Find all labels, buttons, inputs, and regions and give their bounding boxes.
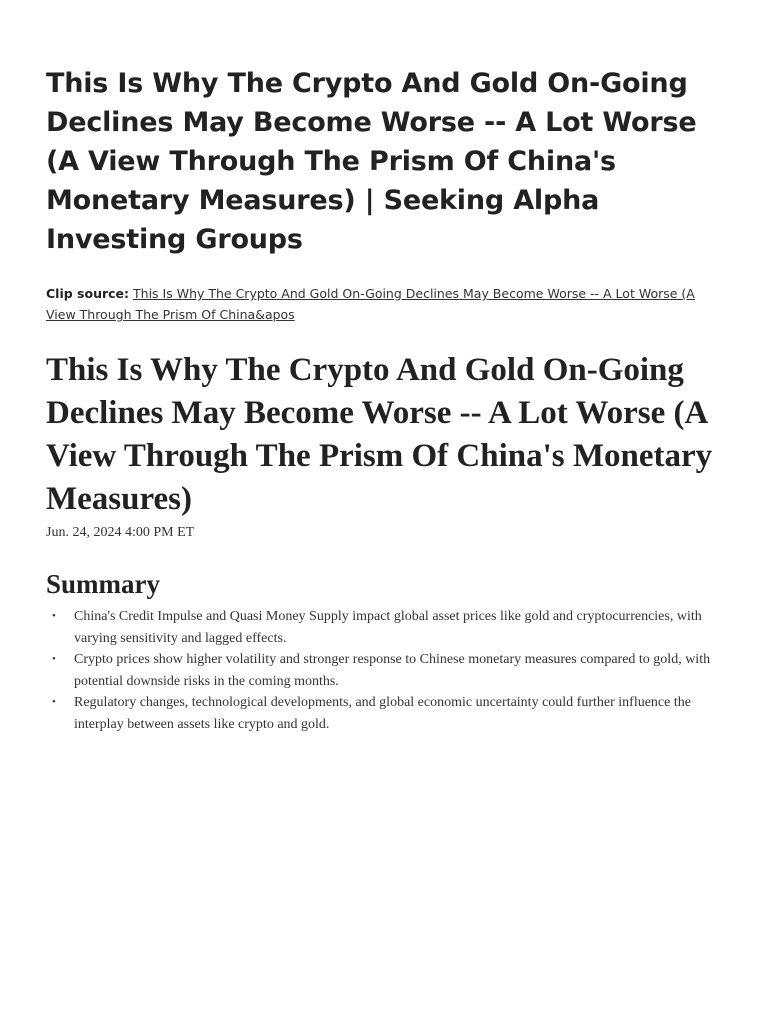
bullet-icon: • xyxy=(52,610,56,622)
summary-item-text: Regulatory changes, technological developments, and global economic uncertainty could further influence the interplay between assets like crypto and gold. xyxy=(74,695,691,732)
article-date: Jun. 24, 2024 4:00 PM ET xyxy=(46,525,195,540)
summary-item xyxy=(46,692,718,735)
bullet-icon: • xyxy=(52,653,56,665)
summary-item-text: Crypto prices show higher volatility and stronger response to Chinese monetary measures compared to gold, with potential downside risks in the coming months. xyxy=(74,652,711,689)
bullet-icon: • xyxy=(52,696,56,708)
summary-item-text: China's Credit Impulse and Quasi Money Supply impact global asset prices like gold and cryptocurrencies, with varying sensitivity and lagged effects. xyxy=(74,609,702,646)
clip-title: This Is Why The Crypto And Gold On-Going Declines May Become Worse -- A Lot Worse (A View Through The Prism Of China's Monetary Measures) | Seeking Alpha Investing Groups xyxy=(46,68,697,255)
summary-heading: Summary xyxy=(46,569,160,599)
clip-source xyxy=(46,283,718,325)
article-title: This Is Why The Crypto And Gold On-Going Declines May Become Worse -- A Lot Worse (A View Through The Prism Of China's Monetary Measures) xyxy=(46,352,713,517)
summary-item xyxy=(46,606,718,649)
document-page xyxy=(46,64,718,735)
clip-source-link[interactable]: This Is Why The Crypto And Gold On-Going Declines May Become Worse -- A Lot Worse (A View Through The Prism Of China&apos xyxy=(46,286,695,322)
summary-list xyxy=(46,606,718,735)
summary-item xyxy=(46,649,718,692)
clip-source-label: Clip source: xyxy=(46,286,130,301)
